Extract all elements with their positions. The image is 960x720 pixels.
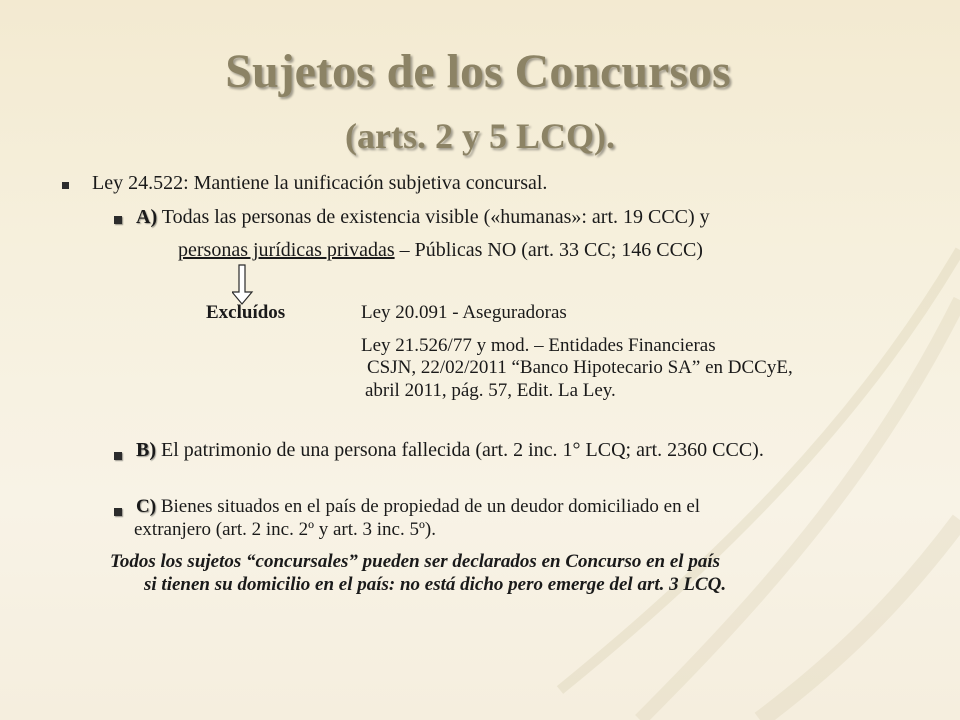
item-a-line2 [178, 239, 703, 262]
item-a-label: A) [136, 206, 158, 228]
conclusion-line2: si tienen su domicilio en el país: no está dicho pero emerge del art. 3 LCQ. [144, 574, 727, 595]
item-a-underlined: personas jurídicas privadas [178, 239, 395, 261]
item-b-text-line [136, 439, 764, 462]
item-c-label: C) [136, 496, 157, 517]
slide-title: Sujetos de los Concursos [225, 45, 731, 98]
item-b-label: B) [136, 439, 156, 461]
bullet-square-icon [114, 216, 122, 224]
conclusion-line1: Todos los sujetos “concursales” pueden ser declarados en Concurso en el país [110, 551, 720, 572]
item-c-line2: extranjero (art. 2 inc. 2º y art. 3 inc. 5º). [134, 519, 436, 540]
item-b-text: El patrimonio de una persona fallecida (art. 2 inc. 1° LCQ; art. 2360 CCC). [156, 439, 764, 461]
item-c-text: Bienes situados en el país de propiedad de un deudor domiciliado en el [156, 496, 701, 517]
excluidos-line4: abril 2011, pág. 57, Edit. La Ley. [365, 380, 616, 401]
item-a-text: Todas las personas de existencia visible («humanas»: art. 19 CCC) y [157, 206, 710, 228]
bullet-square-icon [114, 508, 122, 516]
intro-text: Ley 24.522: Mantiene la unificación subjetiva concursal. [92, 172, 548, 194]
excluidos-line3: CSJN, 22/02/2011 “Banco Hipotecario SA” en DCCyE, [367, 357, 793, 378]
excluidos-line1: Ley 20.091 - Aseguradoras [361, 302, 567, 323]
bullet-square-icon [114, 452, 122, 460]
item-a-rest: – Públicas NO (art. 33 CC; 146 CCC) [394, 239, 703, 261]
bullet-square-icon [62, 182, 69, 189]
item-c-line1 [136, 496, 700, 518]
item-a-line1 [136, 206, 710, 229]
slide-subtitle: (arts. 2 y 5 LCQ). [345, 116, 615, 156]
excluidos-line2: Ley 21.526/77 y mod. – Entidades Financieras [361, 335, 716, 356]
excluidos-label: Excluídos [206, 302, 286, 323]
down-arrow-icon [232, 264, 256, 306]
